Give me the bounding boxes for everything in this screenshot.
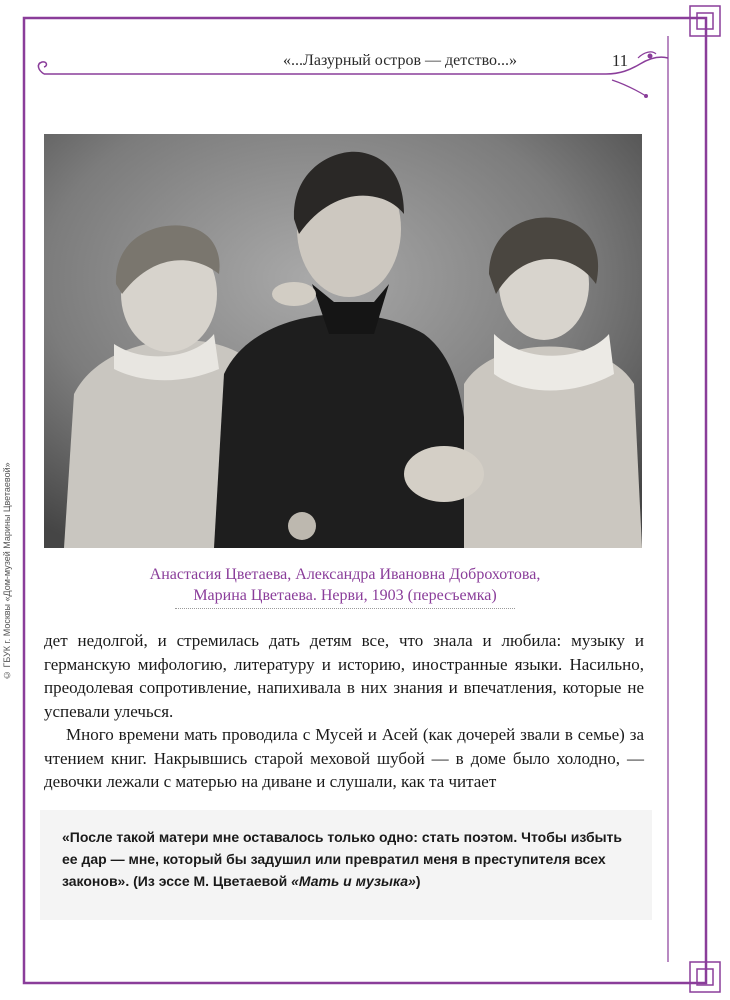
- page-number: 11: [611, 51, 629, 70]
- running-title: «...Лазурный остров — детство...»: [282, 52, 518, 69]
- caption-divider: [175, 608, 515, 609]
- quote-text: «После такой матери мне оставалось только одно: стать поэтом. Чтобы избыть ее дар — мне, который бы задушил или превратил меня в преступителя всех законов».: [62, 829, 623, 889]
- paragraph-2: Много времени мать проводила с Мусей и Асей (как дочерей звали в семье) за чтением книг. Накрывшись старой меховой шубой — в доме было холодно, — девочки лежали с матерью на диване и слушали, как та читает: [44, 725, 644, 791]
- body-text: [44, 629, 644, 794]
- quote-source-title: «Мать и музыка»: [291, 873, 416, 889]
- copyright-credit: © ГБУК г. Москвы «Дом-музей Марины Цветаевой»: [2, 462, 12, 680]
- quote-source-close: ): [415, 873, 421, 889]
- photo-caption: [120, 564, 570, 606]
- epigraph-quote: [62, 826, 636, 892]
- quote-source-open: (Из эссе М. Цветаевой: [129, 873, 292, 889]
- paragraph-1: дет недолгой, и стремилась дать детям все, что знала и любила: музыку и германскую мифологию, литературу и историю, иностранные языки. Насильно, преодолевая сопротивление, напихивала в них знания и впечатления, которые не успевали улечься.: [44, 631, 644, 721]
- historical-photo: [44, 134, 642, 548]
- caption-line-1: Анастасия Цветаева, Александра Ивановна Доброхотова,: [149, 566, 541, 583]
- caption-line-2: Марина Цветаева. Нерви, 1903 (пересъемка): [193, 587, 497, 604]
